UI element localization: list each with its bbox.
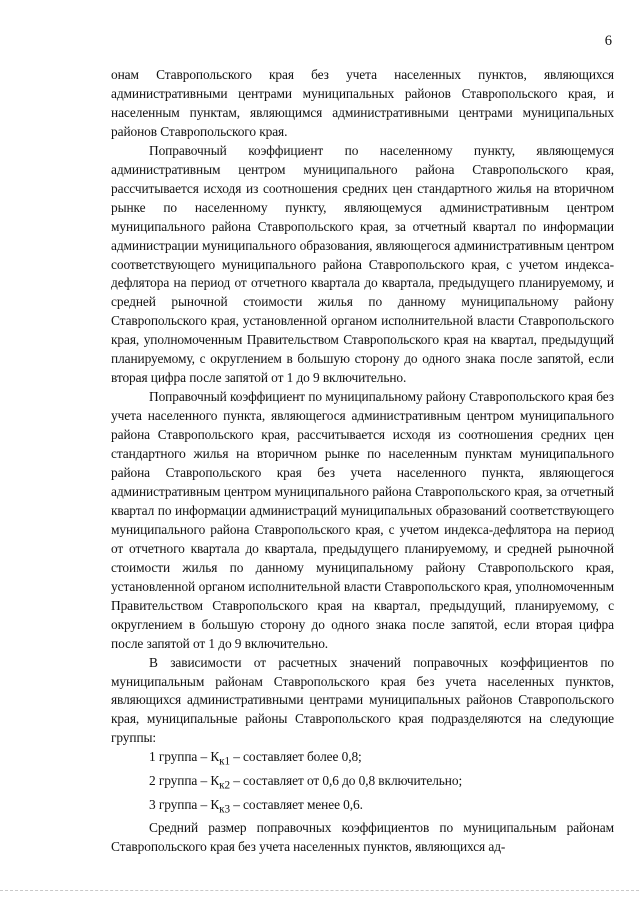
group-label: 2 группа – К: [149, 772, 220, 788]
group-list: [111, 748, 614, 819]
document-body: [111, 66, 614, 857]
coefficient-subscript: к3: [219, 803, 230, 816]
group-item-1: [111, 748, 614, 772]
paragraph-continuation: онам Ставропольского края без учета населенных пунктов, являющихся административными центрами муниципальных районов Ставропольского края, и населенным пунктам, являющимся административными центрами муниципальных районов Ставропольского края.: [111, 67, 614, 139]
group-label: 3 группа – К: [149, 796, 220, 812]
group-condition: – составляет от 0,6 до 0,8 включительно;: [229, 772, 463, 788]
paragraph-groups-intro: В зависимости от расчетных значений поправочных коэффициентов по муниципальным районам Ставропольского края без учета населенных пунктов, являющихся административными центрами муниципальных районов Ставропольского края, муниципальные районы Ставропольского края подразделяются на следующие группы:: [111, 654, 614, 746]
group-label: 1 группа – К: [149, 749, 220, 765]
page-number: 6: [604, 33, 612, 49]
group-item-2: [111, 772, 614, 796]
group-item-3: [111, 796, 614, 820]
paragraph-district-coefficient: Поправочный коэффициент по муниципальному району Ставропольского края без учета населенного пункта, являющегося административным центром муниципального района Ставропольского края, рассчитывается исходя из соотношения средних цен стандартного жилья на вторичном рынке по населенным пунктам муниципального района Ставропольского края без учета населенного пункта, являющегося административным центром муниципального района Ставропольского края, за отчетный квартал по информации администраций муниципальных образований соответствующего муниципального района Ставропольского края, с учетом индекса-дефлятора на период от отчетного квартала до квартала, предыдущего планируемому, и средней рыночной стоимости жилья по данному муниципальному району Ставропольского края, установленной органом исполнительной власти Ставропольского края, уполномоченным Правительством Ставропольского края на квартал, предыдущий, планируемому, с округлением в большую сторону до одного знака после запятой, если вторая цифра после запятой от 1 до 9 включительно.: [111, 389, 614, 651]
coefficient-subscript: к1: [219, 755, 230, 768]
paragraph-settlement-coefficient: Поправочный коэффициент по населенному пункту, являющемуся административным центром муниципального района Ставропольского края, рассчитывается исходя из соотношения средних цен стандартного жилья на вторичном рынке по населенному пункту, являющемуся административным центром муниципального района Ставропольского края, за отчетный квартал по информации администрации муниципального образования, являющегося административным центром соответствующего муниципального района Ставропольского края, с учетом индекса-дефлятора на период от отчетного квартала до квартала, предыдущего планируемому, и средней рыночной стоимости жилья по данному муниципальному району Ставропольского края, установленной органом исполнительной власти Ставропольского края, уполномоченным Правительством Ставропольского края на квартал, предыдущий планируемому, с округлением в большую сторону до одного знака после запятой, если вторая цифра после запятой от 1 до 9 включительно.: [111, 142, 614, 386]
group-condition: – составляет более 0,8;: [229, 749, 362, 765]
coefficient-subscript: к2: [219, 779, 230, 792]
page-bottom-divider: [0, 890, 639, 892]
paragraph-average-coefficient: Средний размер поправочных коэффициентов по муниципальным районам Ставропольского края без учета населенных пунктов, являющихся ад-: [111, 820, 614, 855]
group-condition: – составляет менее 0,6.: [229, 796, 363, 812]
